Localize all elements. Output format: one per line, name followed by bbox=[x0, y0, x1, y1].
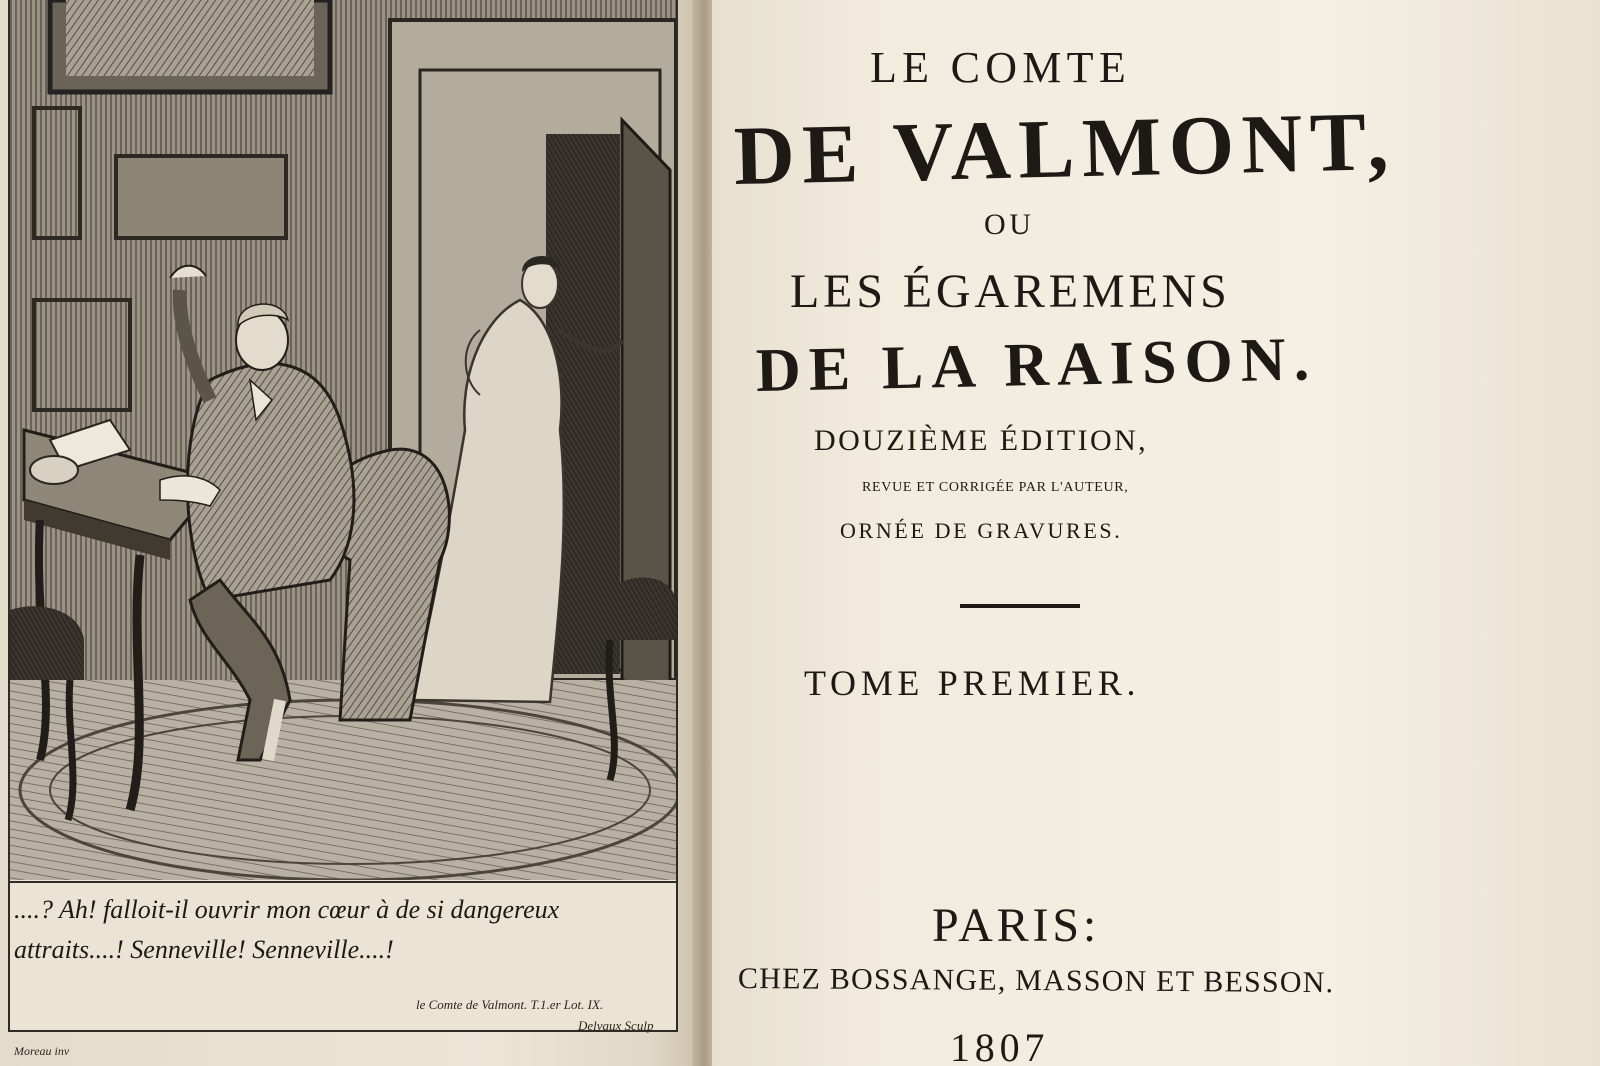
publisher-line: CHEZ BOSSANGE, MASSON ET BESSON. bbox=[737, 962, 1335, 1000]
engraver-credit: Delvaux Sculp bbox=[578, 1018, 654, 1033]
frontispiece-engraving bbox=[8, 0, 678, 1032]
edition-line: DOUZIÈME ÉDITION, bbox=[814, 424, 1149, 457]
decorative-rule bbox=[960, 604, 1080, 608]
title-line-4: LES ÉGAREMENS bbox=[790, 265, 1231, 318]
left-page bbox=[0, 0, 708, 1066]
year-line: 1807 bbox=[950, 1025, 1050, 1066]
painting bbox=[66, 0, 314, 76]
illustrations-line: ORNÉE DE GRAVURES. bbox=[840, 518, 1123, 543]
revision-line: REVUE ET CORRIGÉE PAR L'AUTEUR, bbox=[862, 480, 1129, 495]
title-line-2: DE VALMONT, bbox=[732, 94, 1397, 203]
volume-line: TOME PREMIER. bbox=[804, 663, 1141, 703]
designer-credit: Moreau inv bbox=[14, 1044, 70, 1058]
caption-line-2: attraits....! Senneville! Senneville....! bbox=[14, 935, 394, 964]
cup bbox=[30, 456, 78, 484]
title-line-1: LE COMTE bbox=[870, 43, 1131, 92]
engraving-illustration bbox=[10, 0, 676, 1030]
title-page bbox=[712, 0, 1600, 1066]
title-line-5: DE LA RAISON. bbox=[755, 325, 1318, 405]
stool-leg bbox=[68, 680, 73, 820]
city-line: PARIS: bbox=[932, 899, 1101, 952]
caption-line-1: ....? Ah! falloit-il ouvrir mon cœur à de si dangereux bbox=[14, 895, 560, 924]
title-line-3: OU bbox=[984, 208, 1035, 241]
wall-panel bbox=[116, 156, 286, 238]
volume-reference: le Comte de Valmont. T.1.er Lot. IX. bbox=[416, 997, 604, 1012]
